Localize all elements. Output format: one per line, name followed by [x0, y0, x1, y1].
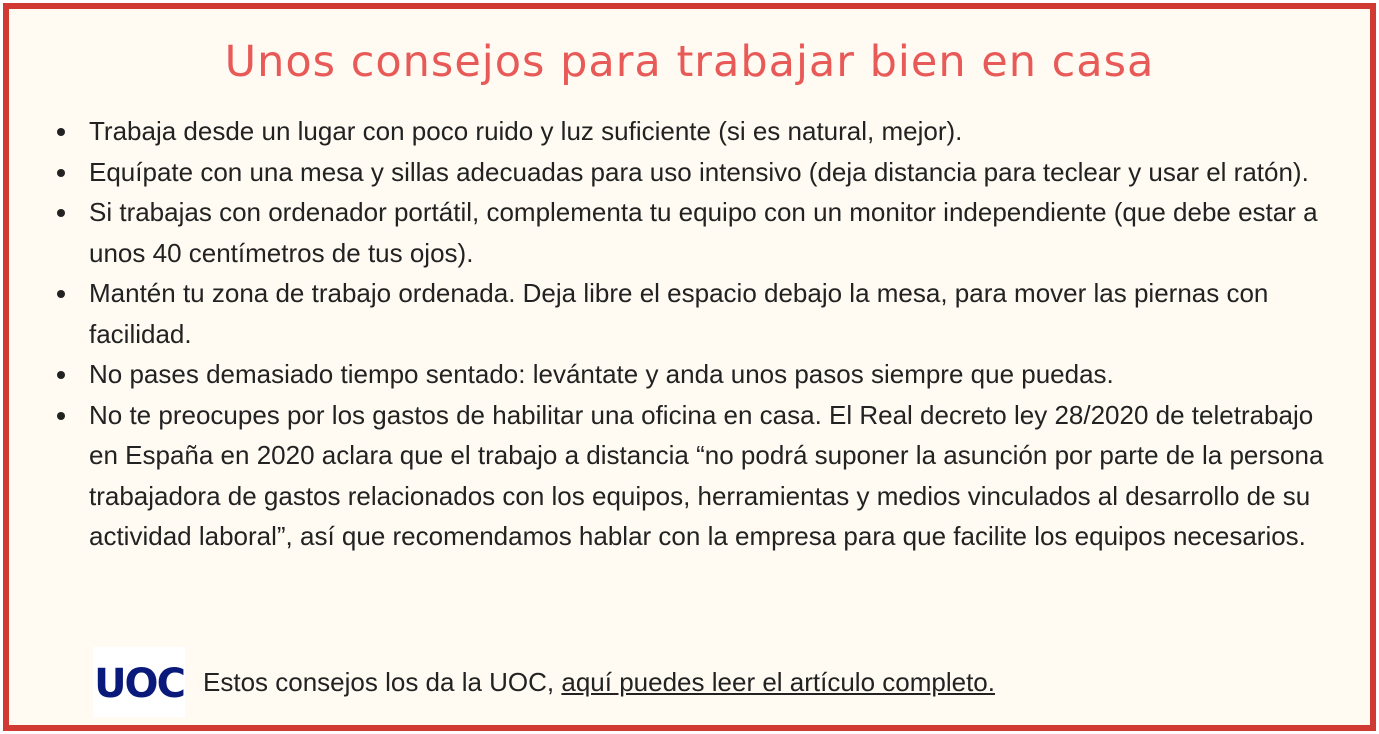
tip-text: Equípate con una mesa y sillas adecuadas para uso intensivo (deja distancia para teclear y usar el ratón). [89, 156, 1309, 187]
uoc-logo [93, 647, 185, 717]
tip-text: No pases demasiado tiempo sentado: levántate y anda unos pasos siempre que puedas. [89, 359, 1114, 389]
bullet-icon [57, 209, 65, 217]
footer-text [203, 667, 995, 698]
article-link[interactable]: aquí puedes leer el artículo completo. [561, 666, 995, 697]
tip-text: No te preocupes por los gastos de habilitar una oficina en casa. El Real decreto ley 28/2020 de teletrabajo en España en 2020 aclara que el trabajo a distancia “no podrá suponer la asunción por parte de la persona trabajadora de gastos relacionados con los equipos, herramientas y medios vinculados al desarrollo de su actividad laboral”, así que recomendamos hablar con la empresa para que facilite los equipos necesarios. [89, 399, 1324, 551]
tips-card [3, 3, 1376, 731]
list-item [43, 111, 1343, 152]
bullet-icon [57, 412, 65, 420]
bullet-icon [57, 128, 65, 136]
list-item [43, 152, 1343, 193]
bullet-icon [57, 290, 65, 298]
list-item [43, 273, 1343, 354]
tip-text: Si trabajas con ordenador portátil, complementa tu equipo con un monitor independiente (que debe estar a unos 40 centímetros de tus ojos). [89, 197, 1318, 268]
bullet-icon [57, 371, 65, 379]
page-title: Unos consejos para trabajar bien en casa [224, 37, 1155, 87]
logo-text: UOC [94, 661, 184, 707]
tips-list [43, 111, 1343, 557]
list-item [43, 354, 1343, 395]
uoc-logo-icon [93, 647, 185, 717]
footer [93, 647, 995, 717]
bullet-icon [57, 169, 65, 177]
tip-text: Trabaja desde un lugar con poco ruido y luz suficiente (si es natural, mejor). [89, 116, 963, 146]
footer-credit: Estos consejos los da la UOC, [203, 666, 562, 697]
list-item [43, 192, 1343, 273]
list-item [43, 395, 1343, 557]
tip-text: Mantén tu zona de trabajo ordenada. Deja libre el espacio debajo la mesa, para mover las piernas con facilidad. [89, 278, 1269, 349]
